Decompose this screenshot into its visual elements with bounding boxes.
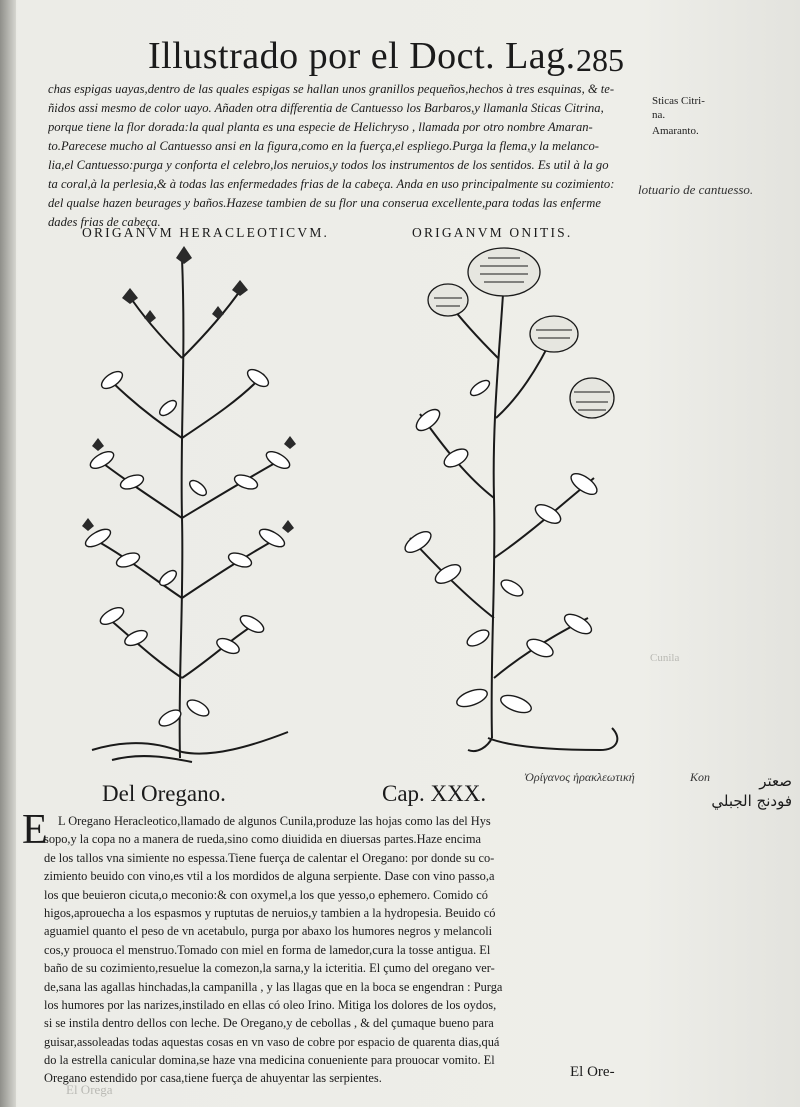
intro-line: ñidos assi mesmo de color uayo. Añaden otra differentia de Cantuesso los Barbaros,y llamanla Sticas Citrina, — [48, 101, 604, 115]
intro-paragraph — [48, 80, 643, 232]
body-line: zimiento beuido con vino,es vtil a los mordidos de alguna serpiente. Dase con vino passo,a — [44, 869, 495, 884]
book-gutter — [0, 0, 16, 1107]
margin-note-amaranto: Amaranto. — [652, 125, 699, 137]
body-line: baño de su cozimiento,resuelue la comezon,la sarna,y la icteritia. El çumo del oregano ver- — [44, 961, 495, 976]
origanum-heracleoticum-woodcut — [52, 238, 312, 774]
body-line: si se instila dentro dellos con leche. De Oregano,y de cebollas , & del çumaque bueno para — [44, 1016, 494, 1031]
body-line: de los tallos vna simiente no espessa.Tiene fuerça de calentar el Oregano: por donde su co- — [44, 850, 495, 865]
running-title: Illustrado por el Doct. Lag. — [148, 35, 576, 77]
handwritten-kon: Kon — [690, 770, 711, 784]
body-line: higos,aprouecha a los espasmos y ruptutas de neruios,y tambien a la hydropesia. Beuido có — [44, 905, 496, 920]
show-through-text: Cunila — [650, 652, 680, 664]
body-line: sopo,y la copa no a manera de rueda,sino como diuidida en diuersas partes.Haze encima — [44, 832, 481, 847]
chapter-body — [44, 812, 624, 1088]
handwritten-annotation: lotuario de cantuesso. — [638, 182, 754, 197]
drop-cap: E — [22, 807, 48, 853]
body-line: L Oregano Heracleotico,llamado de algunos Cunila,produze las hojas como las del Hys — [58, 814, 491, 828]
chapter-title: Del Oregano. — [102, 781, 226, 806]
body-line: cos,y prouoca el menstruo.Tomado con miel en forma de lamedor,cura la tosse antigua. El — [44, 942, 491, 957]
figure-caption-right: ORIGANVM ONITIS. — [412, 225, 573, 240]
catchword: El Ore- — [570, 1064, 615, 1080]
body-line: do la estrella canicular domina,se haze vna medicina conueniente para prouocar vomito. El — [44, 1053, 495, 1068]
handwritten-greek-note: Ὀρίγανος ἡρακλεωτική — [524, 770, 635, 784]
show-through-footer: El Orega — [66, 1082, 113, 1097]
body-line: Oregano estendido por casa,tiene fuerça de ahuyentar las serpientes. — [44, 1071, 382, 1086]
intro-line: porque tiene la flor dorada:la qual planta es una especie de Helichryso , llamada por otro nombre Amaran- — [48, 120, 593, 134]
body-line: de,sana las agallas hinchadas,la campanilla , y las llagas que en la boca se engendran : Purga — [44, 979, 503, 994]
intro-line: lia,el Cantuesso:purga y conforta el celebro,los neruios,y todos los instrumentos de los sentidos. Es util à la go — [48, 158, 609, 172]
intro-line: ta coral,à la perlesia,& à todas las enfermedades frias de la cabeça. Anda en uso principalmente su cozimiento: — [48, 177, 615, 191]
intro-line: chas espigas uayas,dentro de las quales espigas se hallan unos granillos pequeños,hechos à tres esquinas, & te- — [48, 82, 615, 96]
intro-line: to.Parecese mucho al Cantuesso ansi en la figura,como en la fuerça,el espliego.Purga la flema,y la melanco- — [48, 139, 599, 153]
body-line: los humores por las narizes,instilado en ellas có oleo Irino. Mitiga los dolores de los oydos, — [44, 997, 497, 1012]
body-line: guisar,assoleadas todas aquestas cosas en vn vaso de cobre por espacio de quarenta dias,quá — [44, 1034, 500, 1049]
intro-line: dades frias de cabeça. — [48, 215, 161, 229]
arabic-note-line1: صعتر — [759, 772, 792, 790]
figure-caption-left: ORIGANVM HERACLEOTICVM. — [82, 225, 330, 240]
chapter-number: Cap. XXX. — [382, 781, 487, 806]
body-line: aguamiel quanto el peso de vn acetabulo, purga por abaxo los humores negros y melancoli — [44, 924, 493, 939]
intro-line: del qualse hazen beurages y baños.Hazese tambien de su flor una conserua excellente,para todas las enferme — [48, 196, 601, 210]
page-number: 285 — [576, 42, 624, 78]
origanum-onitis-woodcut — [388, 238, 628, 768]
body-line: los que beuieron cicuta,o meconio:& con oxymel,a los que yesso,o ephemero. Comido có — [44, 887, 488, 902]
margin-note-sticas: Sticas Citri- — [652, 95, 705, 107]
arabic-note-line2: فودنج الجبلي — [711, 792, 792, 810]
margin-note-sticas-cont: na. — [652, 109, 666, 121]
